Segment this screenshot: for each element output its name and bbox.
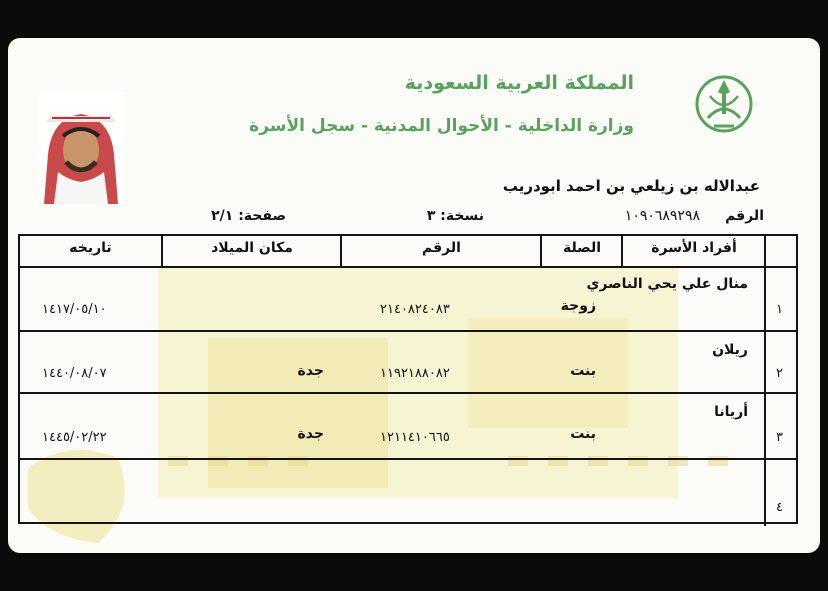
member-birthplace: جدة bbox=[297, 363, 324, 379]
member-birth-date: ١٤١٧/٠٥/١٠ bbox=[42, 302, 107, 317]
row-number: ١ bbox=[776, 302, 783, 317]
member-relation: زوجة bbox=[560, 298, 596, 314]
member-id: ٢١٤٠٨٢٤٠٨٣ bbox=[380, 302, 450, 317]
id-number: ١٠٩٠٦٨٩٢٩٨ bbox=[624, 208, 700, 224]
col-header-birthplace: مكان الميلاد bbox=[211, 240, 293, 256]
member-birth-date: ١٤٤٠/٠٨/٠٧ bbox=[42, 366, 107, 381]
family-record-card bbox=[8, 38, 820, 553]
member-relation: بنت bbox=[570, 363, 596, 379]
page-number: صفحة: ٢/١ bbox=[211, 208, 286, 224]
member-birth-date: ١٤٤٥/٠٢/٢٢ bbox=[42, 430, 107, 445]
member-name: ريلان bbox=[712, 342, 748, 358]
country-title: المملكة العربية السعودية bbox=[404, 72, 634, 94]
col-header-date: تاريخه bbox=[69, 240, 112, 256]
id-label: الرقم bbox=[725, 208, 764, 224]
member-id: ١١٩٢١٨٨٠٨٢ bbox=[380, 366, 450, 381]
col-header-members: أفراد الأسرة bbox=[651, 240, 737, 256]
row-number: ٣ bbox=[776, 430, 783, 445]
ministry-subtitle: وزارة الداخلية - الأحوال المدنية - سجل الأسرة bbox=[249, 116, 634, 136]
col-header-relation: الصلة bbox=[562, 240, 602, 256]
holder-photo bbox=[38, 92, 124, 204]
holder-name: عبدالاله بن زيلعي بن احمد ابودريب bbox=[502, 177, 760, 195]
member-name: أريانا bbox=[714, 404, 748, 420]
saudi-emblem-icon bbox=[694, 66, 754, 142]
row-number: ٤ bbox=[776, 500, 783, 515]
member-id: ١٢١١٤١٠٦٦٥ bbox=[380, 430, 450, 445]
row-number: ٢ bbox=[776, 366, 783, 381]
copy-number: نسخة: ٣ bbox=[426, 208, 484, 224]
member-relation: بنت bbox=[570, 426, 596, 442]
col-header-id: الرقم bbox=[422, 240, 461, 256]
member-birthplace: جدة bbox=[297, 426, 324, 442]
family-members-table bbox=[18, 234, 798, 524]
member-name: منال علي يحي الناصري bbox=[586, 276, 748, 292]
